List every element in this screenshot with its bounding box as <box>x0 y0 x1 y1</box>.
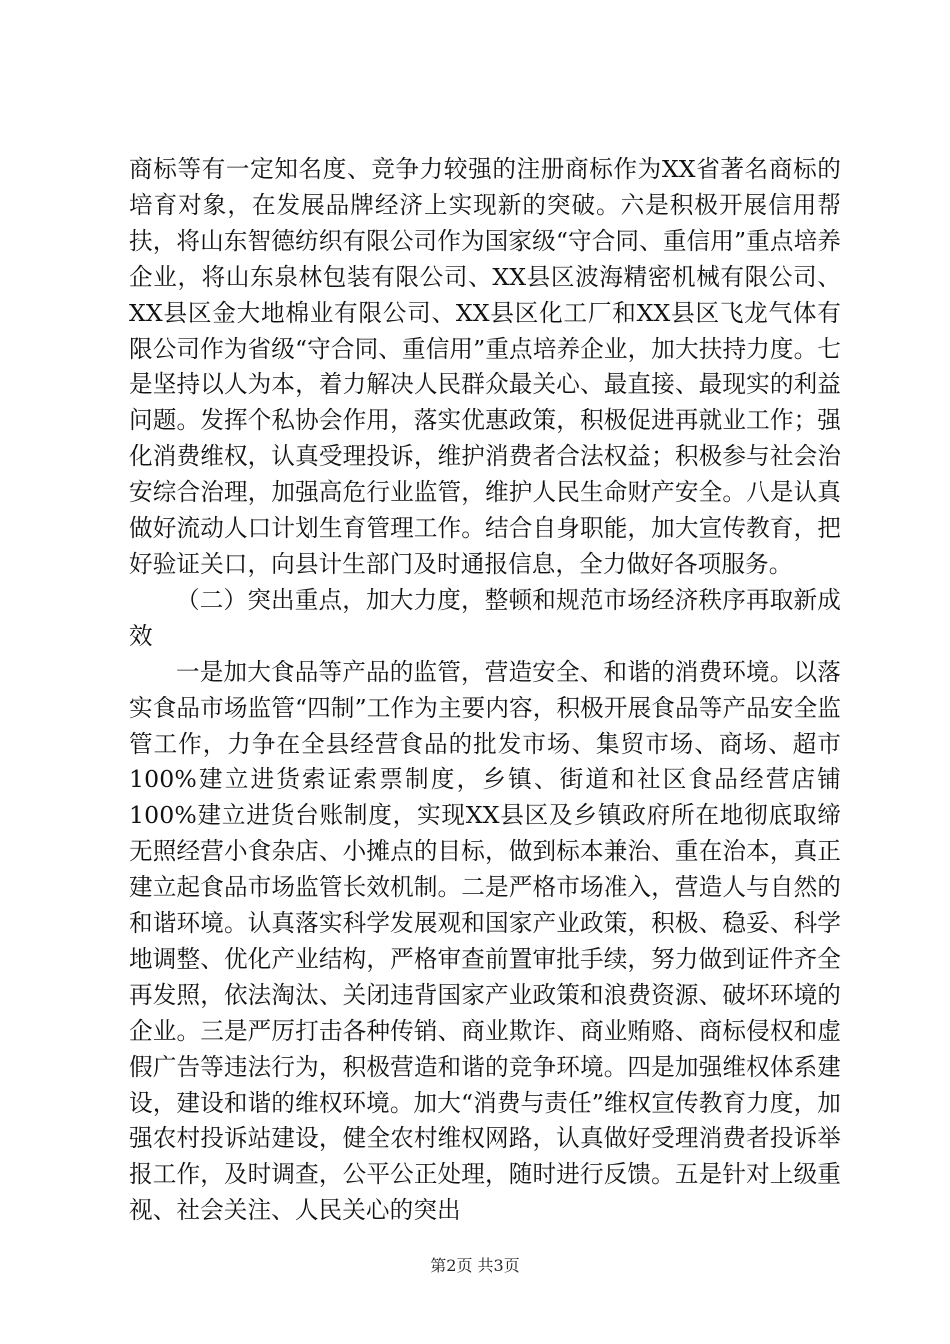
page-footer: 第2页 共3页 <box>430 1256 520 1275</box>
paragraph-continuation: 商标等有一定知名度、竞争力较强的注册商标作为XX省著名商标的培育对象，在发展品牌经济上实现新的突破。六是积极开展信用帮扶，将山东智德纺织有限公司作为国家级“守合同、重信用”重点培养企业，将山东泉林包装有限公司、XX县区波海精密机械有限公司、XX县区金大地棉业有限公司、XX县区化工厂和XX县区飞龙气体有限公司作为省级“守合同、重信用”重点培养企业，加大扶持力度。七是坚持以人为本，着力解决人民群众最关心、最直接、最现实的利益问题。发挥个私协会作用，落实优惠政策，积极促进再就业工作；强化消费维权，认真受理投诉，维护消费者合法权益；积极参与社会治安综合治理，加强高危行业监管，维护人民生命财产安全。八是认真做好流动人口计划生育管理工作。结合自身职能，加大宣传教育，把好验证关口，向县计生部门及时通报信息，全力做好各项服务。 <box>129 155 841 578</box>
document-body <box>129 152 841 1229</box>
section-heading: （二）突出重点，加大力度，整顿和规范市场经济秩序再取新成效 <box>129 585 841 650</box>
paragraph-food-supervision: 一是加大食品等产品的监管，营造安全、和谐的消费环境。以落实食品市场监管“四制”工作为主要内容，积极开展食品等产品安全监管工作，力争在全县经营食品的批发市场、集贸市场、商场、超市100%建立进货索证索票制度，乡镇、街道和社区食品经营店铺100%建立进货台账制度，实现XX县区及乡镇政府所在地彻底取缔无照经营小食杂店、小摊点的目标，做到标本兼治、重在治本，真正建立起食品市场监管长效机制。二是严格市场准入，营造人与自然的和谐环境。认真落实科学发展观和国家产业政策，积极、稳妥、科学地调整、优化产业结构，严格审查前置审批手续，努力做到证件齐全再发照，依法淘汰、关闭违背国家产业政策和浪费资源、破坏环境的企业。三是严厉打击各种传销、商业欺诈、商业贿赂、商标侵权和虚假广告等违法行为，积极营造和谐的竞争环境。四是加强维权体系建设，建设和谐的维权环境。加大“消费与责任”维权宣传教育力度，加强农村投诉站建设，健全农村维权网路，认真做好受理消费者投诉举报工作，及时调查，公平公正处理，随时进行反馈。五是针对上级重视、社会关注、人民关心的突出 <box>129 657 841 1225</box>
